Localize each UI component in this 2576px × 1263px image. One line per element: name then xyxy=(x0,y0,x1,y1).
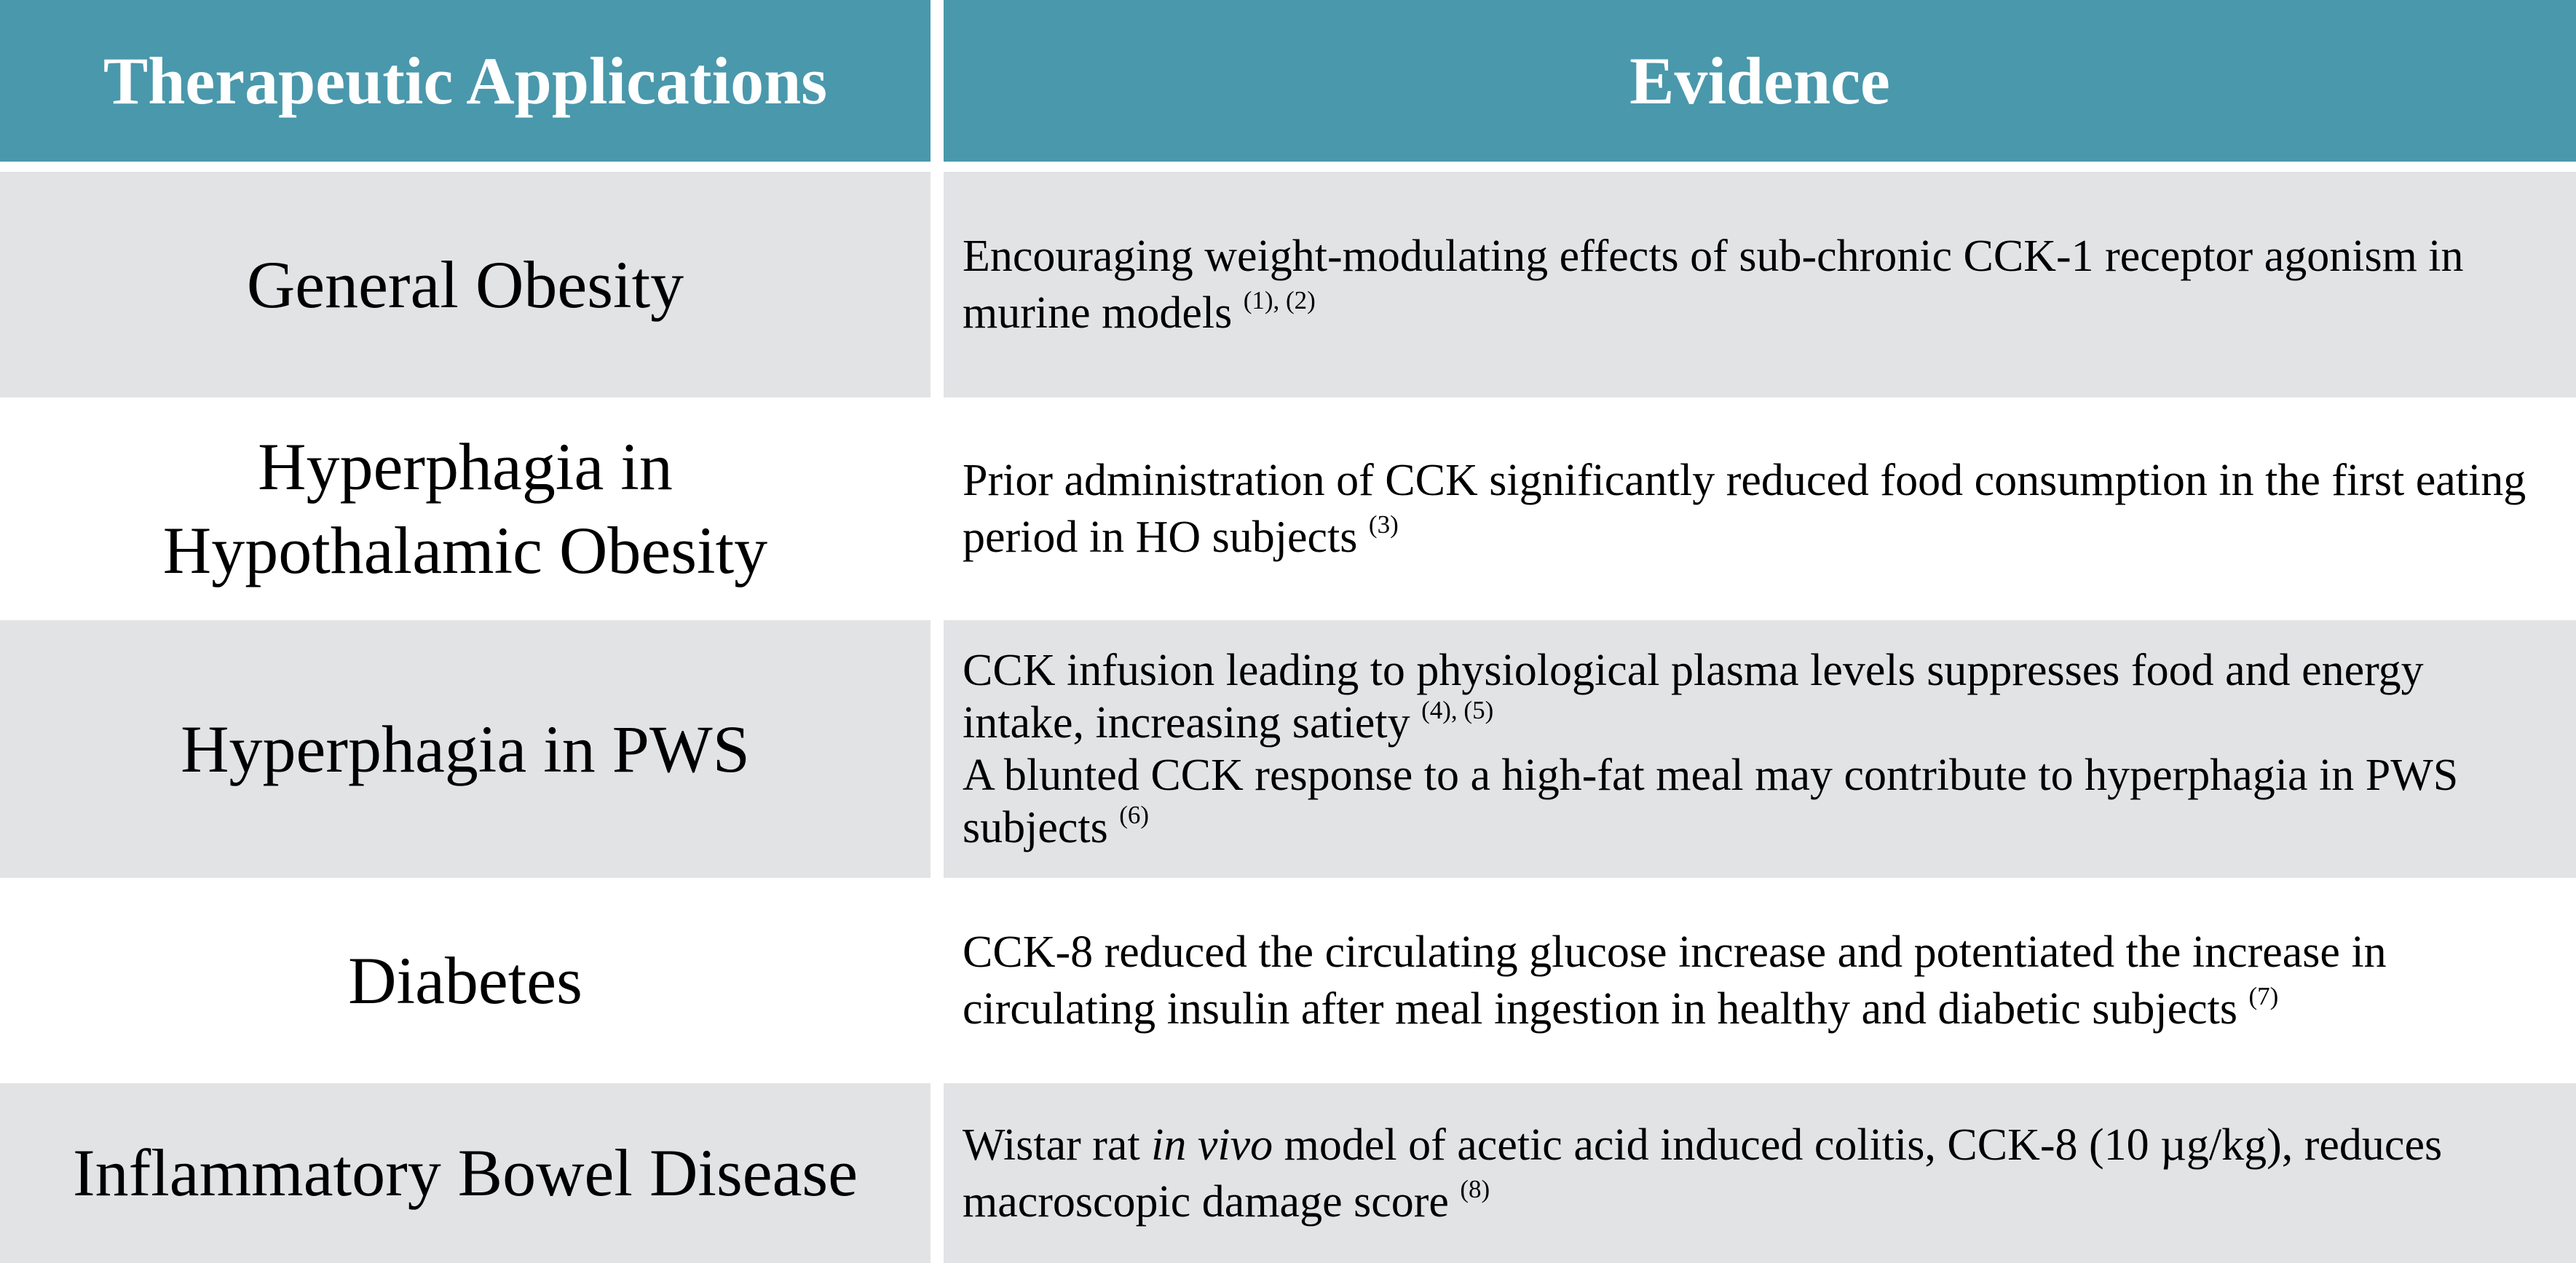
application-cell xyxy=(0,1083,931,1263)
application-label: Diabetes xyxy=(348,943,582,1018)
italic-term: in vivo xyxy=(1151,1120,1273,1170)
table-header-row xyxy=(0,0,2576,162)
table-row xyxy=(0,1083,2576,1263)
header-applications-label: Therapeutic Applications xyxy=(103,44,828,118)
header-evidence-label: Evidence xyxy=(1629,44,1890,118)
table-row xyxy=(0,172,2576,397)
reference-superscript: (7) xyxy=(2248,982,2279,1010)
evidence-text: CCK-8 reduced the circulating glucose increase and potentiated the increase in circulating insulin after meal ingestion in healthy and diabetic subjects $^{(7)}$ xyxy=(963,927,2387,1034)
application-cell xyxy=(0,620,931,878)
reference-superscript: (3) xyxy=(1368,510,1399,539)
evidence-cell xyxy=(944,397,2576,620)
evidence-cell xyxy=(944,1083,2576,1263)
reference-superscript: (8) xyxy=(1460,1174,1490,1203)
evidence-text: Prior administration of CCK significantly reduced food consumption in the first eating period in HO subjects $^{(3)}$ xyxy=(963,456,2526,562)
application-cell xyxy=(0,878,931,1083)
application-label: General Obesity xyxy=(246,247,684,322)
evidence-text: A blunted CCK response to a high-fat meal may contribute to hyperphagia in PWS subjects $^{(6)}$ xyxy=(963,751,2459,852)
table-row xyxy=(0,878,2576,1083)
application-label: Hyperphagia in PWS xyxy=(181,711,750,786)
table-row xyxy=(0,397,2576,620)
evidence-text: Encouraging weight-modulating effects of sub-chronic CCK-1 receptor agonism in murine models $^{(1), (2)}$ xyxy=(963,231,2464,338)
reference-superscript: (4), (5) xyxy=(1421,696,1494,724)
reference-superscript: (1), (2) xyxy=(1243,286,1316,314)
reference-superscript: (6) xyxy=(1119,801,1150,829)
evidence-cell xyxy=(944,172,2576,397)
header-cell-applications xyxy=(0,0,931,162)
evidence-text: CCK infusion leading to physiological plasma levels suppresses food and energy intake, increasing satiety $^{(4), (5)}$ xyxy=(963,646,2424,748)
evidence-cell xyxy=(944,620,2576,878)
evidence-text: Wistar rat in vivo model of acetic acid induced colitis, CCK-8 (10 µg/kg), reduces macroscopic damage score $^{(8)}$ xyxy=(963,1120,2443,1227)
application-label: Inflammatory Bowel Disease xyxy=(72,1136,858,1210)
application-cell xyxy=(0,172,931,397)
header-cell-evidence xyxy=(944,0,2576,162)
application-cell xyxy=(0,397,931,620)
application-label: Hyperphagia in Hypothalamic Obesity xyxy=(162,429,768,587)
table-row xyxy=(0,620,2576,878)
evidence-cell xyxy=(944,878,2576,1083)
